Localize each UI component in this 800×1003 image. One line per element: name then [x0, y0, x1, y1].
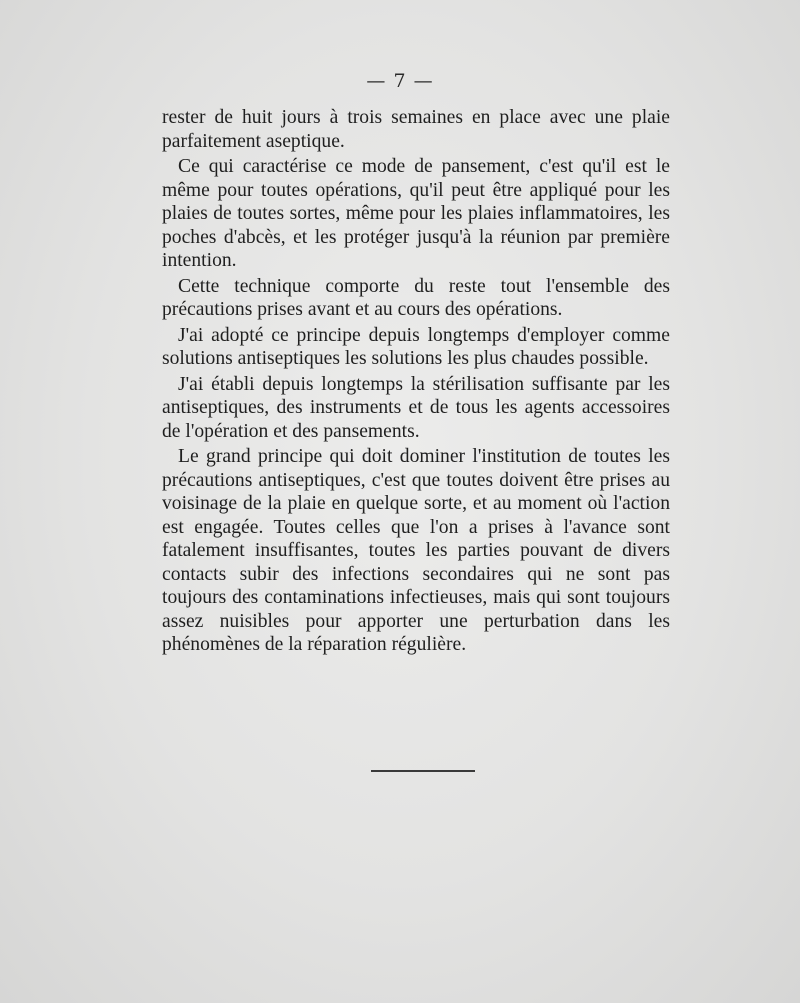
- paragraph-continuation: rester de huit jours à trois semaines en place avec une plaie parfaitement aseptique.: [162, 107, 670, 152]
- paragraph-solutions-chaudes: J'ai adopté ce principe depuis longtemps d'employer comme solutions antiseptiques les solutions les plus chaudes possible.: [162, 324, 670, 369]
- end-rule-divider: [371, 770, 475, 772]
- paragraph-grand-principe: Le grand principe qui doit dominer l'institution de toutes les précautions antiseptiques, c'est que toutes doivent être prises au voisinage de la plaie en quelque sorte, et au moment où l'action est engagée. Toutes celles que l'on a prises à l'avance sont fatalement insuffisantes, toutes les parties pouvant de divers contacts subir des infections secondaires qui ne sont pas toujours des contaminations infectieuses, mais qui sont toujours assez nuisibles pour apporter une perturbation dans les phénomènes de la réparation régulière.: [162, 446, 670, 655]
- paragraph-technique: Cette technique comporte du reste tout l'ensemble des précautions prises avant et au cours des opérations.: [162, 275, 670, 320]
- paragraph-pansement-mode: Ce qui caractérise ce mode de pansement, c'est qu'il est le même pour toutes opérations, qu'il peut être appliqué pour les plaies de toutes sortes, même pour les plaies inflammatoires, les poches d'abcès, et les protéger jusqu'à la réunion par première intention.: [162, 156, 670, 271]
- page-number: — 7 —: [366, 70, 434, 92]
- body-text: [162, 106, 670, 657]
- paragraph-sterilisation: J'ai établi depuis longtemps la stérilisation suffisante par les antiseptiques, des instruments et de tous les agents accessoires de l'opération et des pansements.: [162, 373, 670, 442]
